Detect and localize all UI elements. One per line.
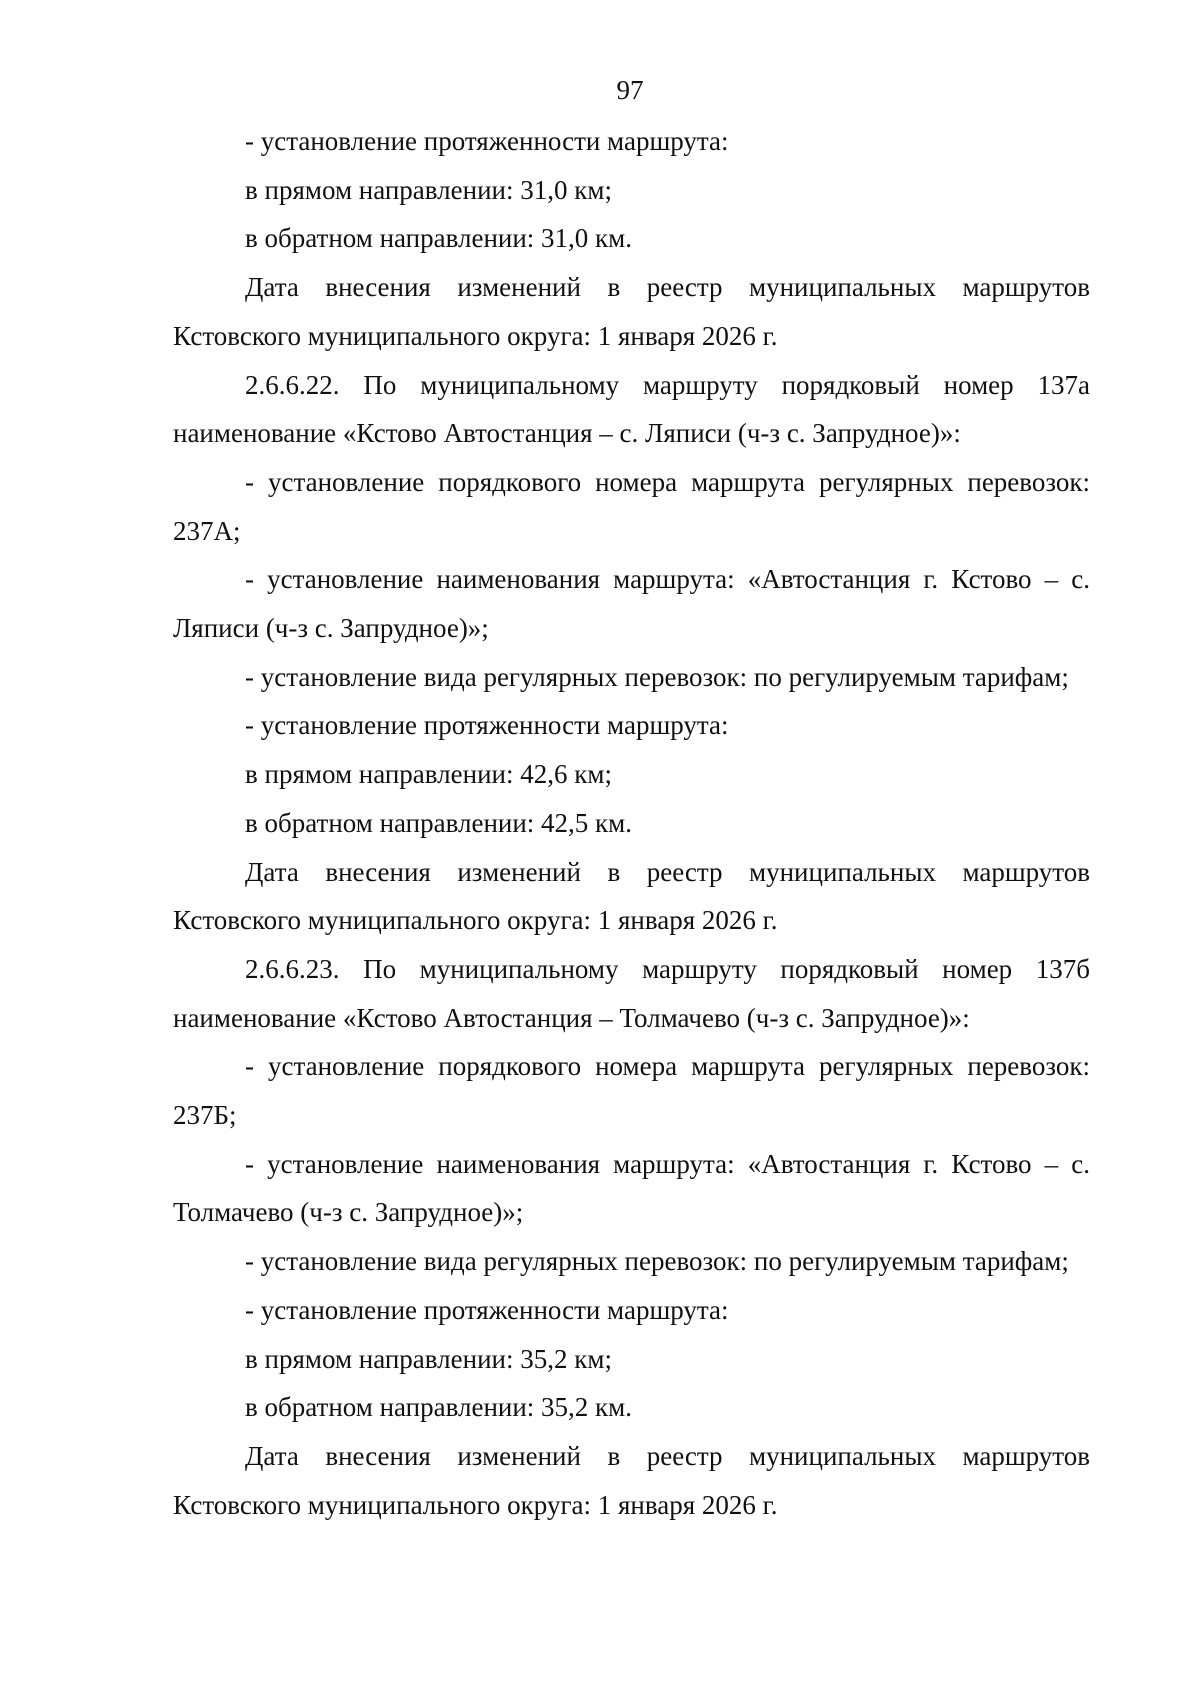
paragraph-route-length-heading-3: - установление протяженности маршрута: xyxy=(245,1294,729,1325)
document-body xyxy=(173,117,1090,1529)
paragraph-reverse-length-2: в обратном направлении: 42,5 км. xyxy=(245,807,633,838)
paragraph-route-name-237b: - установление наименования маршрута: «Автостанция г. Кстово – с. Толмачево (ч-з с. Запрудное)»; xyxy=(173,1148,1090,1228)
paragraph-route-length-heading-2: - установление протяженности маршрута: xyxy=(245,710,729,741)
paragraph-route-number-237b: - установление порядкового номера маршрута регулярных перевозок: 237Б; xyxy=(173,1051,1090,1131)
paragraph-section-2-6-6-23: 2.6.6.23. По муниципальному маршруту порядковый номер 137б наименование «Кстово Автостанция – Толмачево (ч-з с. Запрудное)»: xyxy=(173,953,1090,1033)
paragraph-reverse-length-3: в обратном направлении: 35,2 км. xyxy=(245,1392,633,1423)
paragraph-forward-length-2: в прямом направлении: 42,6 км; xyxy=(245,759,612,790)
paragraph-forward-length-1: в прямом направлении: 31,0 км; xyxy=(245,174,612,205)
paragraph-registry-date-3: Дата внесения изменений в реестр муниципальных маршрутов Кстовского муниципального округа: 1 января 2026 г. xyxy=(173,1440,1090,1520)
paragraph-section-2-6-6-22: 2.6.6.22. По муниципальному маршруту порядковый номер 137а наименование «Кстово Автостанция – с. Ляписи (ч-з с. Запрудное)»: xyxy=(173,369,1090,449)
paragraph-registry-date-1: Дата внесения изменений в реестр муниципальных маршрутов Кстовского муниципального округа: 1 января 2026 г. xyxy=(173,272,1090,351)
paragraph-route-name-237a: - установление наименования маршрута: «Автостанция г. Кстово – с. Ляписи (ч-з с. Запрудное)»; xyxy=(173,564,1090,644)
paragraph-route-length-heading-1: - установление протяженности маршрута: xyxy=(245,126,729,156)
paragraph-forward-length-3: в прямом направлении: 35,2 км; xyxy=(245,1343,612,1374)
paragraph-registry-date-2: Дата внесения изменений в реестр муниципальных маршрутов Кстовского муниципального округа: 1 января 2026 г. xyxy=(173,856,1090,936)
paragraph-reverse-length-1: в обратном направлении: 31,0 км. xyxy=(245,223,633,254)
paragraph-transport-type-237a: - установление вида регулярных перевозок: по регулируемым тарифам; xyxy=(245,661,1069,692)
page-number: 97 xyxy=(616,75,644,105)
paragraph-transport-type-237b: - установление вида регулярных перевозок: по регулируемым тарифам; xyxy=(245,1246,1069,1277)
paragraph-route-number-237a: - установление порядкового номера маршрута регулярных перевозок: 237А; xyxy=(173,466,1090,546)
